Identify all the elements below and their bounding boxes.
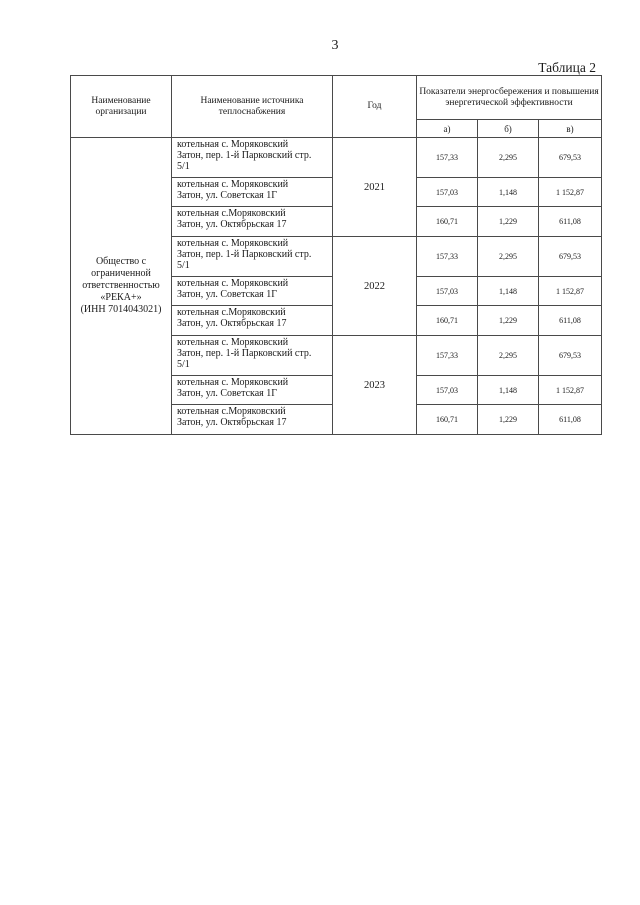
value-a-cell: 157,33 bbox=[417, 237, 478, 277]
value-a-cell: 157,03 bbox=[417, 277, 478, 306]
value-c-cell: 1 152,87 bbox=[539, 376, 602, 405]
header-organization: Наименование организации bbox=[71, 76, 172, 138]
value-a-cell: 157,33 bbox=[417, 336, 478, 376]
value-b-cell: 1,229 bbox=[478, 207, 539, 237]
value-c-cell: 1 152,87 bbox=[539, 277, 602, 306]
value-b-cell: 1,148 bbox=[478, 178, 539, 207]
value-a-cell: 157,03 bbox=[417, 376, 478, 405]
value-a-cell: 160,71 bbox=[417, 405, 478, 435]
value-b-cell: 1,148 bbox=[478, 277, 539, 306]
value-a-cell: 157,03 bbox=[417, 178, 478, 207]
value-c-cell: 679,53 bbox=[539, 237, 602, 277]
source-cell: котельная с. Моряковский Затон, пер. 1-й Парковский стр. 5/1 bbox=[172, 138, 333, 178]
header-year: Год bbox=[333, 76, 417, 138]
organization-cell bbox=[71, 138, 172, 435]
source-cell: котельная с. Моряковский Затон, ул. Советская 1Г bbox=[172, 376, 333, 405]
header-source: Наименование источника теплоснабжения bbox=[172, 76, 333, 138]
value-b-cell: 2,295 bbox=[478, 237, 539, 277]
source-cell: котельная с.Моряковский Затон, ул. Октябрьская 17 bbox=[172, 405, 333, 435]
value-c-cell: 679,53 bbox=[539, 138, 602, 178]
year-cell: 2023 bbox=[333, 336, 417, 435]
organization-line: «РЕКА+» bbox=[100, 292, 142, 303]
value-b-cell: 2,295 bbox=[478, 138, 539, 178]
value-b-cell: 1,229 bbox=[478, 306, 539, 336]
value-b-cell: 1,148 bbox=[478, 376, 539, 405]
organization-line: (ИНН 7014043021) bbox=[80, 304, 162, 315]
value-c-cell: 1 152,87 bbox=[539, 178, 602, 207]
table-row bbox=[71, 138, 602, 178]
source-cell: котельная с. Моряковский Затон, пер. 1-й Парковский стр. 5/1 bbox=[172, 336, 333, 376]
source-cell: котельная с. Моряковский Затон, ул. Советская 1Г bbox=[172, 178, 333, 207]
value-b-cell: 1,229 bbox=[478, 405, 539, 435]
value-b-cell: 2,295 bbox=[478, 336, 539, 376]
year-cell: 2022 bbox=[333, 237, 417, 336]
value-c-cell: 611,08 bbox=[539, 405, 602, 435]
header-sub-b: б) bbox=[478, 120, 539, 138]
value-c-cell: 611,08 bbox=[539, 306, 602, 336]
header-indicators: Показатели энергосбережения и повышения энергетической эффективности bbox=[417, 76, 602, 120]
table-title: Таблица 2 bbox=[538, 60, 596, 75]
organization-line: ответственностью bbox=[82, 280, 160, 291]
value-c-cell: 611,08 bbox=[539, 207, 602, 237]
header-sub-c: в) bbox=[539, 120, 602, 138]
value-a-cell: 157,33 bbox=[417, 138, 478, 178]
source-cell: котельная с.Моряковский Затон, ул. Октябрьская 17 bbox=[172, 207, 333, 237]
source-cell: котельная с. Моряковский Затон, пер. 1-й Парковский стр. 5/1 bbox=[172, 237, 333, 277]
value-a-cell: 160,71 bbox=[417, 306, 478, 336]
value-c-cell: 679,53 bbox=[539, 336, 602, 376]
page-number: 3 bbox=[331, 38, 339, 53]
year-cell: 2021 bbox=[333, 138, 417, 237]
organization-line: Общество с bbox=[95, 256, 147, 267]
value-a-cell: 160,71 bbox=[417, 207, 478, 237]
organization-line: ограниченной bbox=[91, 268, 151, 279]
energy-efficiency-table bbox=[70, 75, 602, 435]
source-cell: котельная с. Моряковский Затон, ул. Советская 1Г bbox=[172, 277, 333, 306]
header-sub-a: а) bbox=[417, 120, 478, 138]
source-cell: котельная с.Моряковский Затон, ул. Октябрьская 17 bbox=[172, 306, 333, 336]
